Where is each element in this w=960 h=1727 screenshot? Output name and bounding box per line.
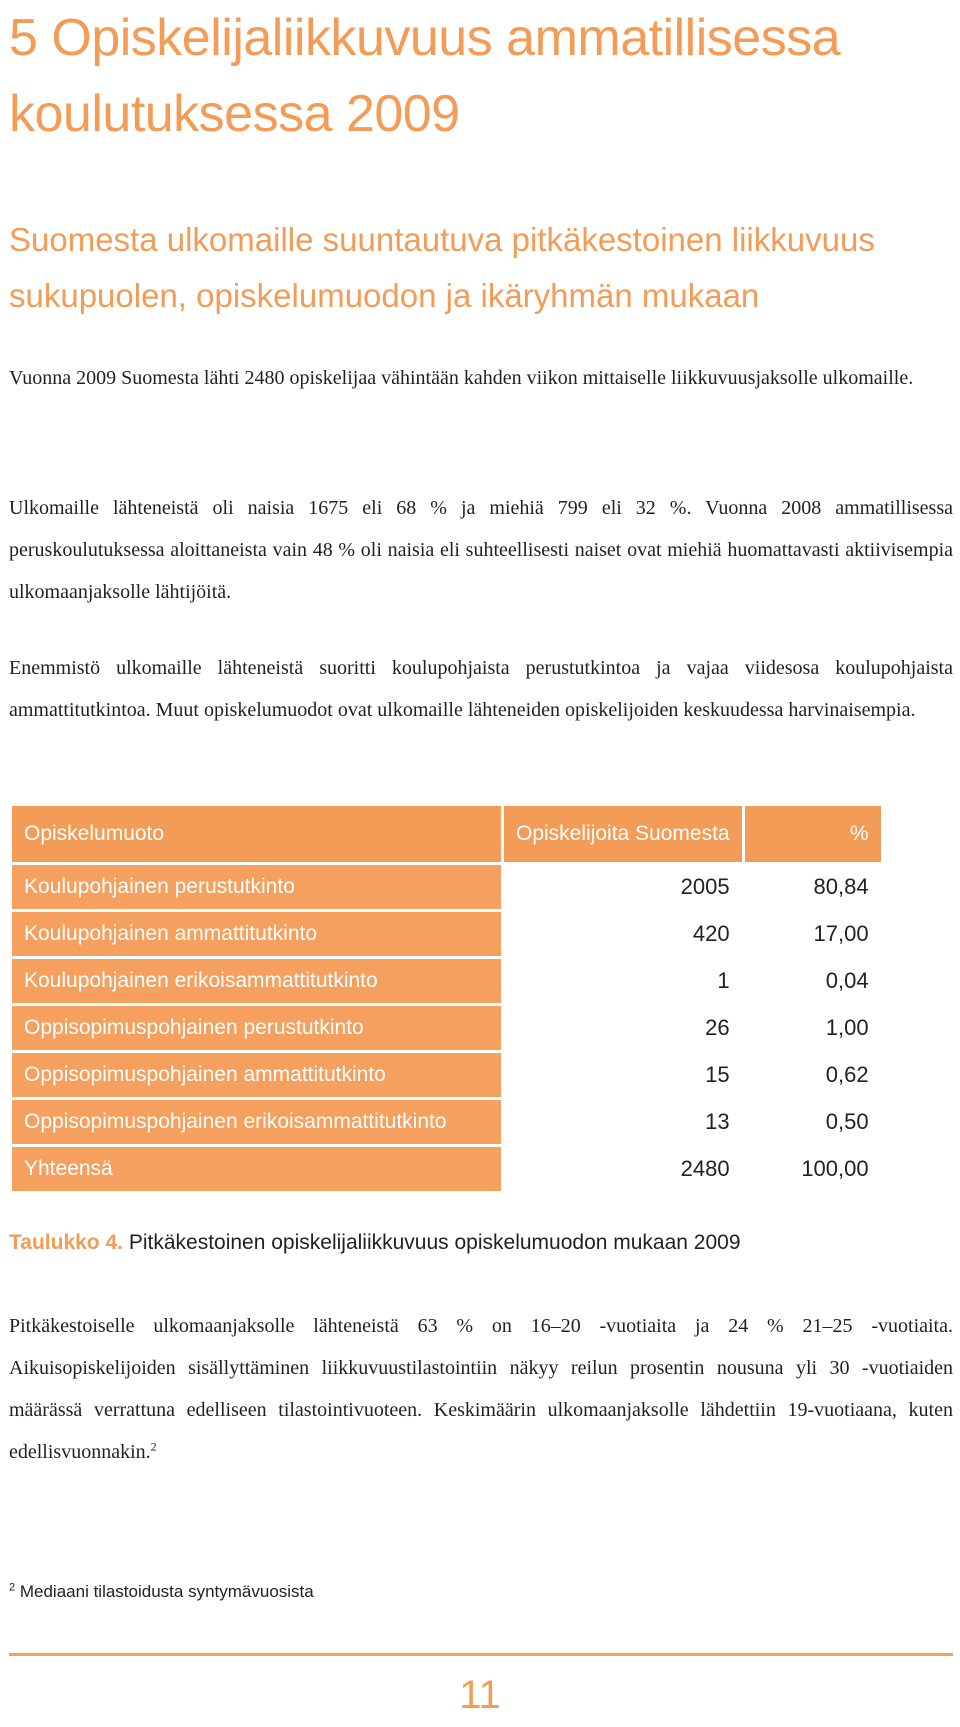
table-total-row [12, 1147, 881, 1191]
table-row [12, 1006, 881, 1050]
total-label: Yhteensä [12, 1147, 501, 1191]
header-percent: % [745, 806, 881, 862]
paragraph-gender: Ulkomaille lähteneistä oli naisia 1675 eli 68 % ja miehiä 799 eli 32 %. Vuonna 2008 ammatillisessa peruskoulutuksessa aloittaneista vain 48 % oli naisia eli suhteellisesti naiset ovat miehiä huomattavasti aktiivisempia ulkomaanjaksolle lähtijöitä. [9, 497, 953, 603]
section-title: Suomesta ulkomaille suuntautuva pitkäkestoinen liikkuvuus sukupuolen, opiskelumuodon ja ikäryhmän mukaan [9, 221, 875, 314]
footer-divider [9, 1653, 953, 1656]
row-count: 1 [504, 959, 742, 1003]
row-percent: 1,00 [745, 1006, 881, 1050]
page-number: 11 [459, 1673, 501, 1717]
table-row [12, 912, 881, 956]
row-label: Koulupohjainen perustutkinto [12, 865, 501, 909]
row-count: 26 [504, 1006, 742, 1050]
row-label: Koulupohjainen ammattitutkinto [12, 912, 501, 956]
total-percent: 100,00 [745, 1147, 881, 1191]
table-header-row [12, 806, 881, 862]
caption-label: Taulukko 4. [9, 1231, 123, 1254]
footnote [9, 1580, 314, 1604]
row-count: 2005 [504, 865, 742, 909]
row-label: Oppisopimuspohjainen ammattitutkinto [12, 1053, 501, 1097]
row-count: 420 [504, 912, 742, 956]
row-count: 13 [504, 1100, 742, 1144]
header-student-count: Opiskelijoita Suomesta [504, 806, 742, 862]
table-row [12, 1100, 881, 1144]
footnote-reference: 2 [150, 1439, 157, 1454]
paragraph-study-mode: Enemmistö ulkomaille lähteneistä suoritti koulupohjaista perustutkintoa ja vajaa viidesosa koulupohjaista ammattitutkintoa. Muut opiskelumuodot ovat ulkomaille lähteneiden opiskelijoiden keskuudessa harvinaisempia. [9, 657, 953, 721]
row-percent: 0,04 [745, 959, 881, 1003]
caption-text: Pitkäkestoinen opiskelijaliikkuvuus opiskelumuodon mukaan 2009 [128, 1231, 741, 1254]
study-mode-table [9, 803, 884, 1194]
table-caption [9, 1228, 741, 1258]
row-count: 15 [504, 1053, 742, 1097]
footnote-number: 2 [9, 1581, 16, 1594]
row-percent: 0,62 [745, 1053, 881, 1097]
table-row [12, 865, 881, 909]
header-study-mode: Opiskelumuoto [12, 806, 501, 862]
paragraph-age [9, 1305, 953, 1473]
row-percent: 17,00 [745, 912, 881, 956]
table-row [12, 959, 881, 1003]
paragraph-age-text: Pitkäkestoiselle ulkomaanjaksolle lähteneistä 63 % on 16–20 -vuotiaita ja 24 % 21–25 -vuotiaita. Aikuisopiskelijoiden sisällyttäminen liikkuvuustilastointiin näkyy reilun prosentin nousuna yli 30 -vuotiaiden määrässä verrattuna edelliseen tilastointivuoteen. Keskimäärin ulkomaanjaksolle lähdettiin 19-vuotiaana, kuten edellisvuonnakin. [9, 1315, 953, 1463]
chapter-title: 5 Opiskelijaliikkuvuus ammatillisessa koulutuksessa 2009 [9, 9, 841, 143]
table-row [12, 1053, 881, 1097]
row-label: Oppisopimuspohjainen perustutkinto [12, 1006, 501, 1050]
row-label: Oppisopimuspohjainen erikoisammattitutkinto [12, 1100, 501, 1144]
row-label: Koulupohjainen erikoisammattitutkinto [12, 959, 501, 1003]
row-percent: 80,84 [745, 865, 881, 909]
total-count: 2480 [504, 1147, 742, 1191]
row-percent: 0,50 [745, 1100, 881, 1144]
footnote-text: Mediaani tilastoidusta syntymävuosista [19, 1582, 314, 1601]
paragraph-departures: Vuonna 2009 Suomesta lähti 2480 opiskelijaa vähintään kahden viikon mittaiselle liikkuvuusjaksolle ulkomaille. [9, 367, 914, 389]
